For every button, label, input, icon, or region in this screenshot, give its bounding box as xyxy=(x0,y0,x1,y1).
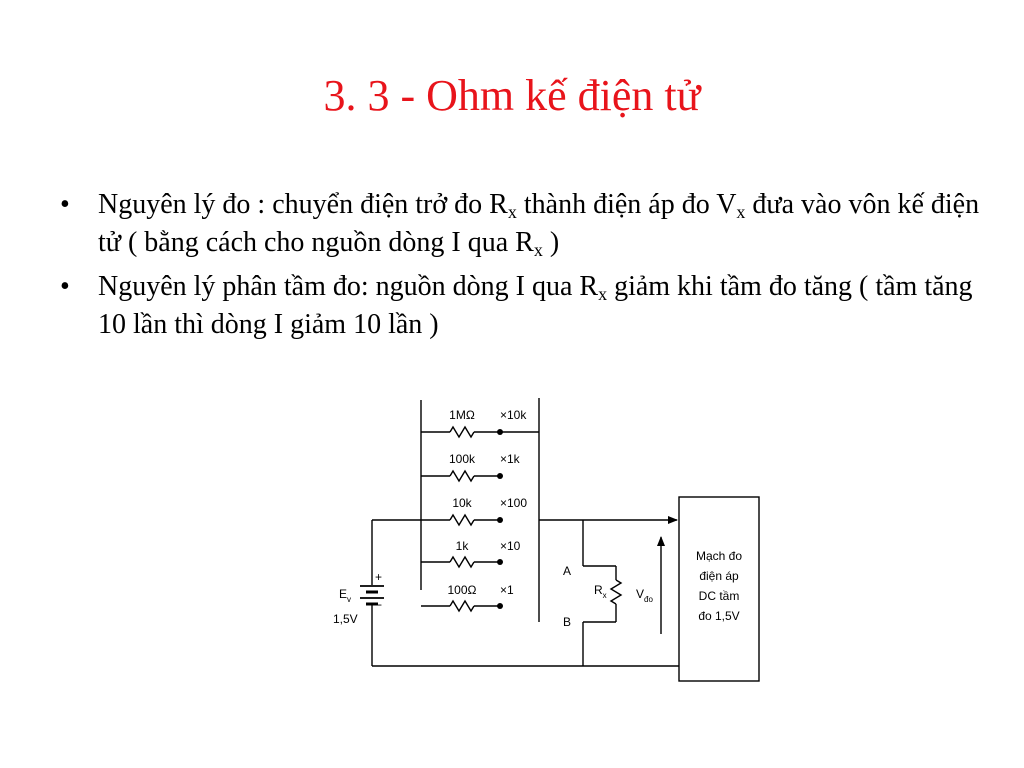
meter-text: Mạch đo xyxy=(695,549,743,563)
subscript: x xyxy=(533,240,543,260)
contact-dot xyxy=(497,517,503,523)
range-label: ×100 xyxy=(500,496,528,510)
contact-dot xyxy=(497,559,503,565)
meter-text: DC tầm xyxy=(698,589,740,603)
resistor-label: 100Ω xyxy=(447,583,477,597)
rx-name: R xyxy=(594,583,603,597)
rx-label xyxy=(594,583,607,600)
source-sub: v xyxy=(347,595,352,604)
battery-plus: + xyxy=(375,570,383,584)
node-b-label: B xyxy=(563,615,572,629)
text: Nguyên lý phân tầm đo: nguồn dòng I qua R xyxy=(98,271,599,302)
text: ) xyxy=(542,227,560,258)
rx-sub: x xyxy=(602,591,607,600)
vdo-sub: đo xyxy=(644,595,653,604)
resistor-label: 1MΩ xyxy=(449,408,475,422)
resistor-label: 10k xyxy=(452,496,472,510)
contact-dot xyxy=(497,473,503,479)
subscript: x xyxy=(598,284,608,304)
subscript: x xyxy=(736,202,746,222)
text: Nguyên lý đo : chuyển điện trở đo R xyxy=(98,189,508,220)
range-label: ×10k xyxy=(500,408,527,422)
text: giảm khi tầm đo tăng ( tầm tăng 10 lần thì dòng I giảm 10 lần ) xyxy=(98,271,973,340)
resistor-label: 1k xyxy=(455,539,469,553)
bullet-mark: • xyxy=(60,271,70,302)
vdo-name: V xyxy=(636,587,645,601)
node-a-label: A xyxy=(563,564,572,578)
resistor-label: 100k xyxy=(448,452,476,466)
slide-title: 3. 3 - Ohm kế điện tử xyxy=(323,71,701,120)
battery-minus: − xyxy=(375,598,383,612)
circuit-wires xyxy=(372,398,759,681)
meter-text: điện áp xyxy=(699,569,739,583)
source-voltage: 1,5V xyxy=(333,612,358,626)
range-label: ×1k xyxy=(500,452,520,466)
source-label xyxy=(339,587,351,604)
meter-text: đo 1,5V xyxy=(698,609,740,623)
vdo-label xyxy=(636,587,653,604)
contact-dot xyxy=(497,429,503,435)
range-label: ×1 xyxy=(500,583,514,597)
text: thành điện áp đo V xyxy=(516,189,737,220)
range-label: ×10 xyxy=(500,539,521,553)
subscript: x xyxy=(507,202,517,222)
text: đưa vào vôn kế điện tử ( bằng cách cho nguồn dòng I qua R xyxy=(98,189,980,258)
contact-dot xyxy=(497,603,503,609)
bullet-mark: • xyxy=(60,189,70,220)
source-name: E xyxy=(339,587,348,601)
